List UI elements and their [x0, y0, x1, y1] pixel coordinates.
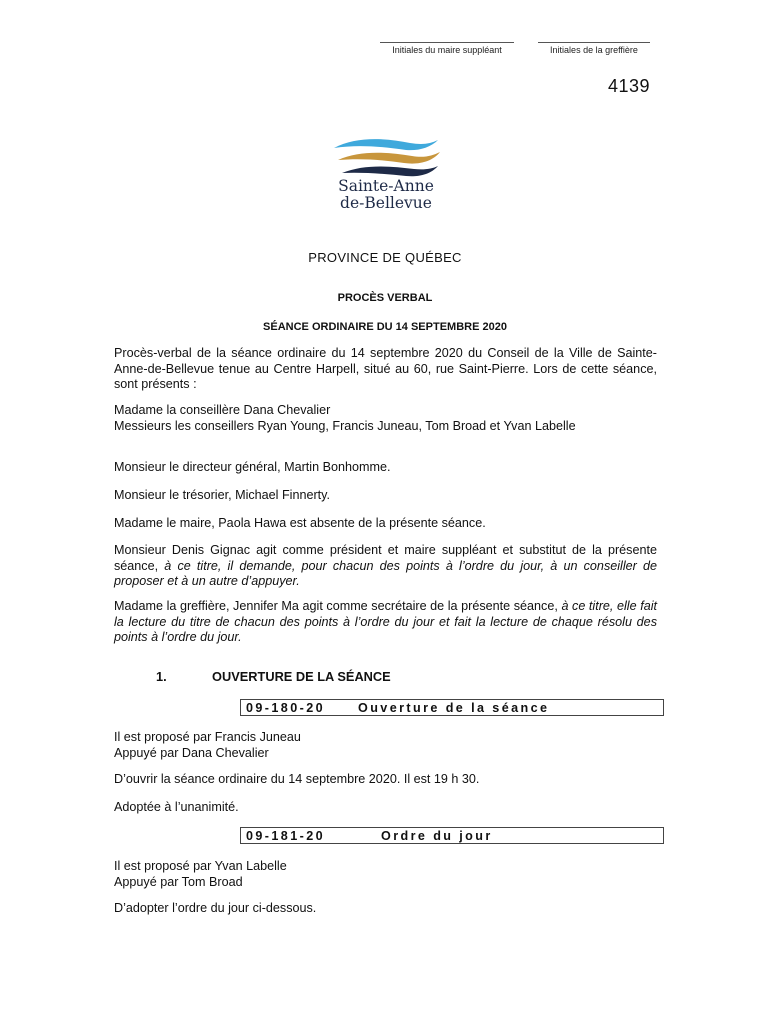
president-text: Monsieur Denis Gignac agit comme président et maire suppléant et substitut de la présente séance, — [114, 543, 657, 573]
resolution-number: 09-180-20 — [246, 701, 326, 715]
resolution-result: Adoptée à l’unanimité. — [114, 800, 239, 814]
director-paragraph: Monsieur le directeur général, Martin Bonhomme. — [114, 460, 391, 474]
resolution-mover-block — [114, 859, 657, 890]
intro-paragraph: Procès-verbal de la séance ordinaire du 14 septembre 2020 du Conseil de la Ville de Sainte-Anne-de-Bellevue tenue au Centre Harpell, situé au 60, rue Saint-Pierre. Lors de cette séance, sont présents : — [114, 346, 657, 391]
session-title: SÉANCE ORDINAIRE DU 14 SEPTEMBRE 2020 — [263, 321, 507, 333]
province-heading: PROVINCE DE QUÉBEC — [308, 250, 462, 265]
city-logo — [326, 134, 446, 222]
mayor-absent-paragraph: Madame le maire, Paola Hawa est absente de la présente séance. — [114, 516, 486, 530]
resolution-seconded-by: Appuyé par Tom Broad — [114, 874, 243, 889]
president-italic-text: à ce titre, il demande, pour chacun des points à l’ordre du jour, à un conseiller de proposer et à un autre d’appuyer. — [114, 558, 658, 588]
city-logo-text — [326, 178, 446, 212]
mayor-initials-line — [380, 42, 514, 43]
attendee-councillor-woman: Madame la conseillère Dana Chevalier — [114, 403, 331, 417]
resolution-mover-block — [114, 730, 657, 761]
resolution-body: D’adopter l’ordre du jour ci-dessous. — [114, 901, 317, 915]
resolution-header-box — [240, 699, 664, 716]
treasurer-paragraph: Monsieur le trésorier, Michael Finnerty. — [114, 488, 331, 502]
president-paragraph — [114, 543, 657, 590]
mayor-initials-label: Initiales du maire suppléant — [392, 45, 502, 55]
resolution-header-box — [240, 827, 664, 844]
minutes-title: PROCÈS VERBAL — [337, 292, 433, 304]
secretary-italic-text: à ce titre, elle fait la lecture du titre de chacun des points à l’ordre du jour et fait la lecture de chaque résolu des points à l’ordre du jour. — [114, 599, 657, 644]
section-number: 1. — [156, 669, 167, 684]
clerk-initials-label: Initiales de la greffière — [550, 45, 638, 55]
mayor-initials-field — [380, 42, 514, 55]
resolution-body: D’ouvrir la séance ordinaire du 14 septembre 2020. Il est 19 h 30. — [114, 772, 480, 786]
attendees-paragraph — [114, 403, 657, 434]
resolution-title: Ouverture de la séance — [358, 701, 550, 715]
page-number: 4139 — [607, 76, 650, 96]
section-title: OUVERTURE DE LA SÉANCE — [212, 669, 391, 684]
resolution-number: 09-181-20 — [246, 829, 326, 843]
resolution-seconded-by: Appuyé par Dana Chevalier — [114, 745, 269, 760]
secretary-paragraph — [114, 599, 657, 646]
resolution-proposed-by: Il est proposé par Francis Juneau — [114, 730, 301, 744]
secretary-text: Madame la greffière, Jennifer Ma agit comme secrétaire de la présente séance, — [114, 599, 562, 613]
logo-line-1: Sainte-Anne — [338, 177, 434, 195]
resolution-title: Ordre du jour — [381, 829, 493, 843]
attendee-councillors-men: Messieurs les conseillers Ryan Young, Francis Juneau, Tom Broad et Yvan Labelle — [114, 418, 576, 433]
resolution-proposed-by: Il est proposé par Yvan Labelle — [114, 859, 287, 873]
logo-line-2: de-Bellevue — [340, 194, 432, 212]
clerk-initials-line — [538, 42, 650, 43]
wave-emblem-icon — [326, 134, 446, 178]
clerk-initials-field — [538, 42, 650, 55]
